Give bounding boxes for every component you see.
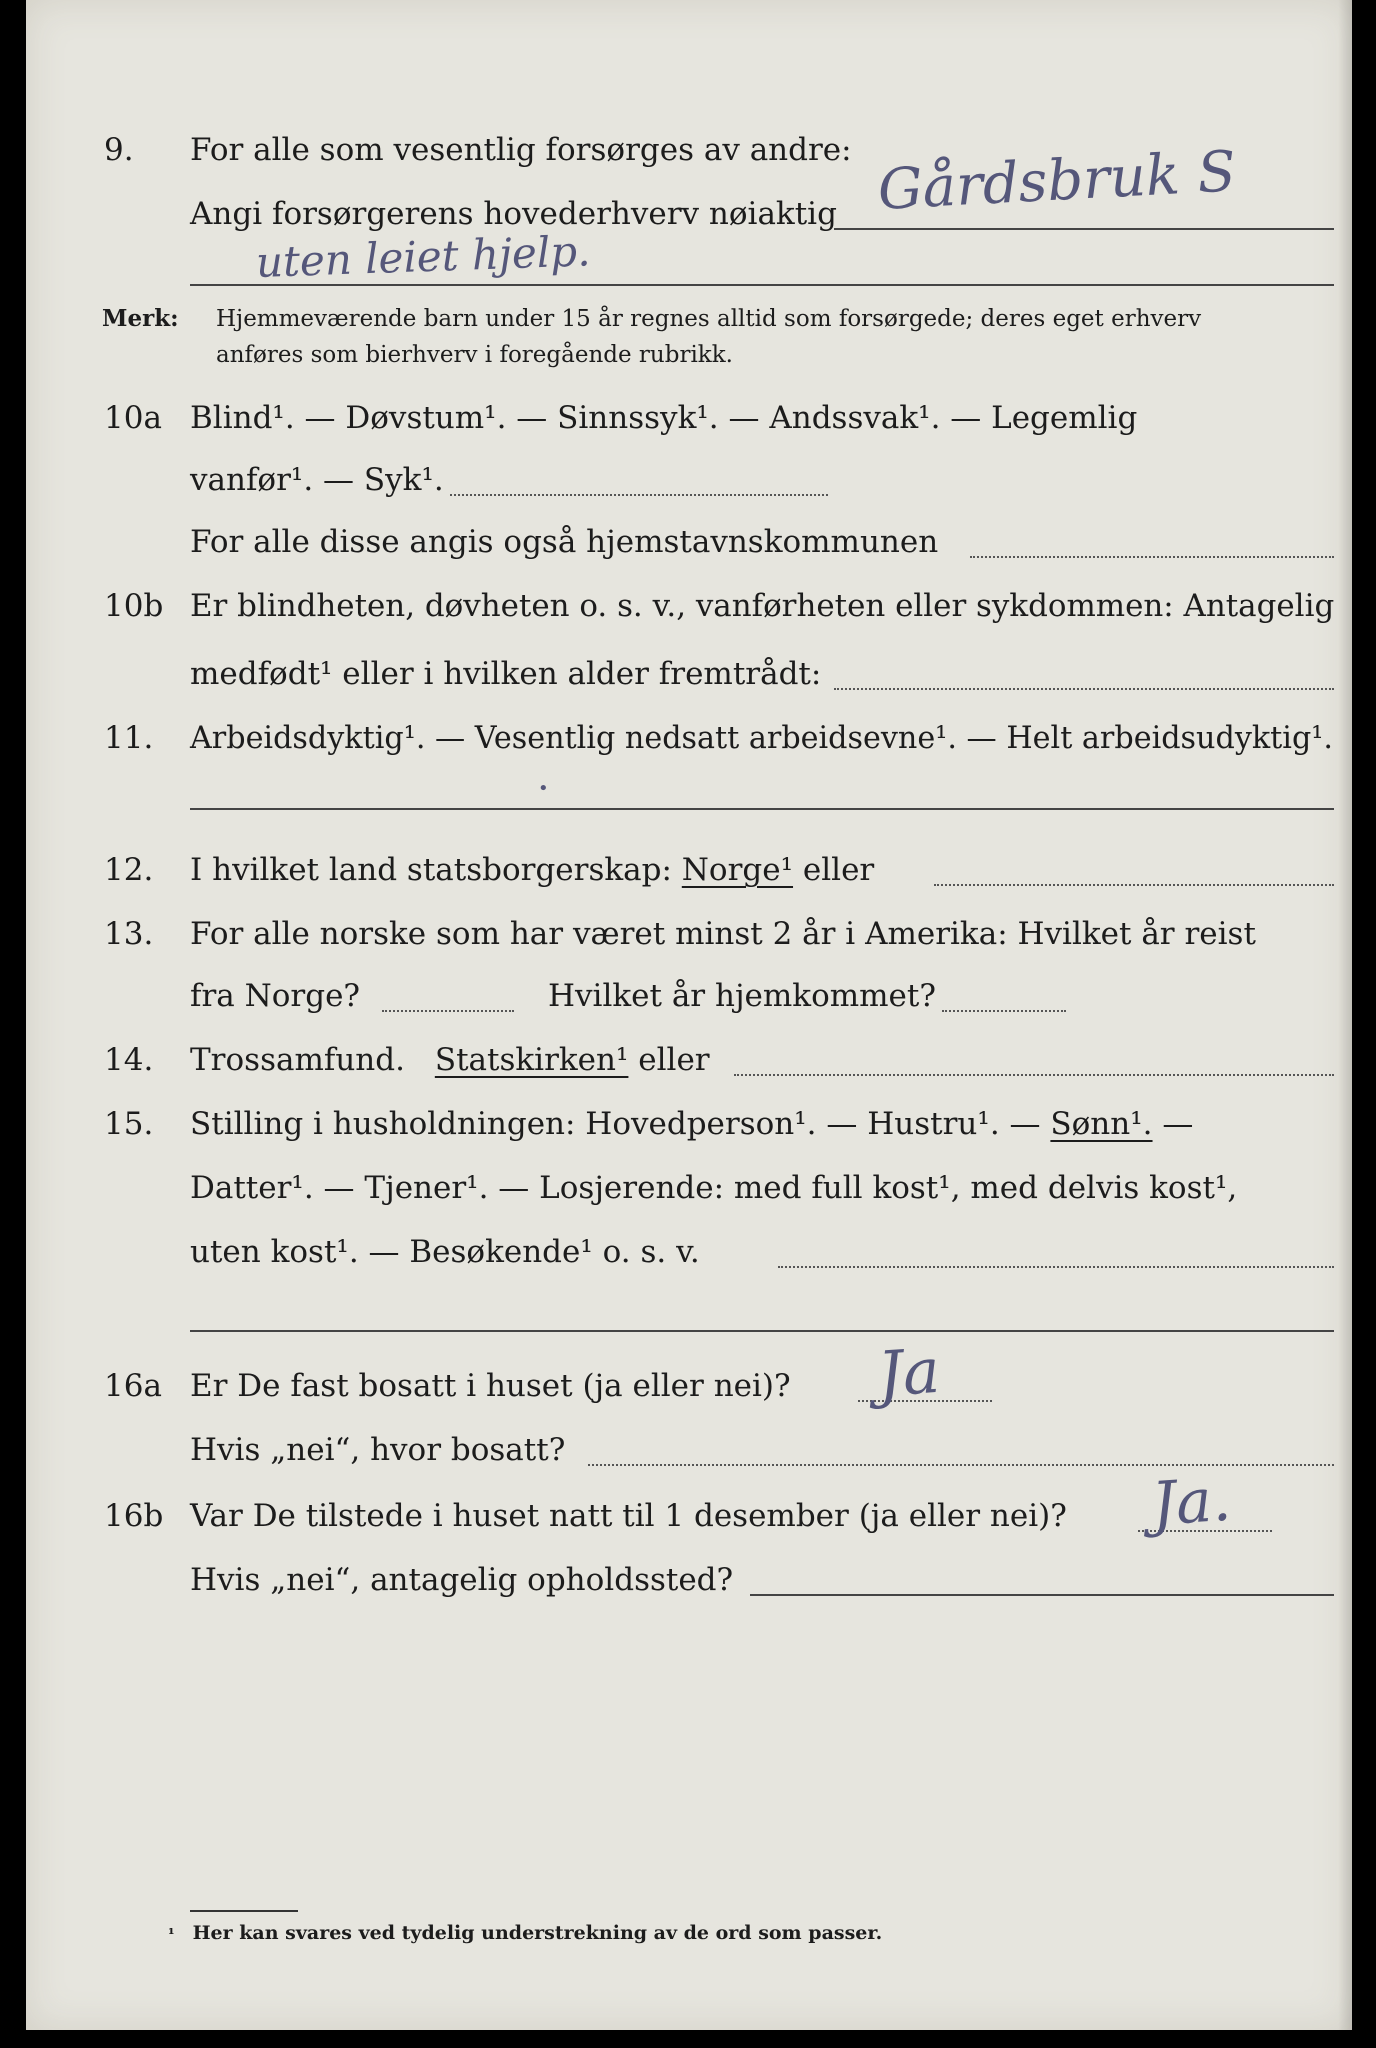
question-10b-line-1 <box>26 584 1352 628</box>
question-text: vanfør¹. — Syk¹. <box>190 462 444 498</box>
question-15-line-2 <box>26 1166 1352 1210</box>
handwritten-answer-continued: uten leiet hjelp. <box>255 226 592 287</box>
question-text: uten kost¹. — Besøkende¹ o. s. v. <box>190 1234 700 1270</box>
question-text: Stilling i husholdningen: Hovedperson¹. — Hustru¹. — <box>190 1106 1041 1142</box>
answer-blank[interactable] <box>450 458 828 502</box>
question-15-line-1 <box>26 1102 1352 1146</box>
answer-blank[interactable] <box>970 520 1334 564</box>
question-10a-line-3 <box>26 520 1352 564</box>
question-number: 10a <box>104 400 162 436</box>
question-text: For alle norske som har været minst 2 år i Amerika: Hvilket år reist <box>190 916 1256 952</box>
answer-blank[interactable] <box>934 848 1334 892</box>
census-form-page <box>26 0 1352 2030</box>
question-10b-line-2 <box>26 652 1352 696</box>
question-15-line-3 <box>26 1230 1352 1274</box>
question-12 <box>26 848 1352 892</box>
note-line-1 <box>26 302 1352 336</box>
question-number: 16b <box>104 1498 164 1534</box>
question-text: eller <box>638 1042 710 1078</box>
question-text: Arbeidsdyktig¹. — Vesentlig nedsatt arbeidsevne¹. — Helt arbeidsudyktig¹. <box>190 720 1334 756</box>
question-number: 10b <box>104 588 164 624</box>
handwritten-answer: Gårdsbruk S <box>876 139 1238 223</box>
note-text: Hjemmeværende barn under 15 år regnes alltid som forsørgede; deres eget erhverv <box>216 306 1202 332</box>
question-number: 16a <box>104 1368 162 1404</box>
question-text: Hvis „nei“, hvor bosatt? <box>190 1432 566 1468</box>
question-number: 13. <box>104 916 154 952</box>
question-text: Blind¹. — Døvstum¹. — Sinnssyk¹. — Andssvak¹. — Legemlig <box>190 400 1138 436</box>
underlined-answer: Sønn¹. <box>1050 1106 1153 1142</box>
pen-dot: • <box>538 778 549 799</box>
question-14 <box>26 1038 1352 1082</box>
question-label: Angi forsørgerens hovederhverv nøiaktig <box>190 196 837 232</box>
question-13-line-1 <box>26 912 1352 956</box>
question-16b-line-2 <box>26 1558 1352 1602</box>
answer-blank[interactable] <box>734 1038 1334 1082</box>
answer-blank[interactable] <box>834 652 1334 696</box>
question-13-line-2 <box>26 974 1352 1018</box>
question-text: Datter¹. — Tjener¹. — Losjerende: med full kost¹, med delvis kost¹, <box>190 1170 1238 1206</box>
question-number: 11. <box>104 720 154 756</box>
answer-line[interactable] <box>190 808 1334 810</box>
handwritten-answer: Ja. <box>1149 1464 1234 1540</box>
question-text: Er De fast bosatt i huset (ja eller nei)? <box>190 1368 791 1404</box>
question-text: For alle disse angis også hjemstavnskommunen <box>190 524 939 560</box>
answer-line[interactable] <box>190 284 1334 286</box>
question-number: 9. <box>104 132 134 168</box>
question-text: — <box>1162 1106 1194 1142</box>
note-line-2 <box>26 338 1352 372</box>
footnote <box>168 1922 882 1944</box>
answer-blank-year-returned[interactable] <box>942 974 1066 1018</box>
question-text: eller <box>802 852 875 888</box>
footnote-text: Her kan svares ved tydelig understrekning av de ord som passer. <box>192 1922 883 1944</box>
question-text: Er blindheten, døvheten o. s. v., vanførheten eller sykdommen: Antagelig <box>190 588 1335 624</box>
note-text: anføres som bierhverv i foregående rubrikk. <box>216 342 733 368</box>
question-text: fra Norge? <box>190 978 361 1014</box>
note-label: Merk: <box>102 305 179 332</box>
answer-line[interactable] <box>190 1330 1334 1332</box>
underlined-answer: Norge¹ <box>681 852 794 888</box>
question-10a-line-2 <box>26 458 1352 502</box>
question-16a-line-1 <box>26 1364 1352 1408</box>
answer-blank[interactable] <box>778 1230 1334 1274</box>
question-text: I hvilket land statsborgerskap: <box>190 852 672 888</box>
question-text: Var De tilstede i huset natt til 1 desember (ja eller nei)? <box>190 1498 1067 1534</box>
answer-blank-year-left[interactable] <box>382 974 514 1018</box>
question-number: 12. <box>104 852 154 888</box>
question-16a-line-2 <box>26 1428 1352 1472</box>
question-text-group <box>190 1102 1193 1146</box>
question-text: Hvilket år hjemkommet? <box>548 978 936 1014</box>
question-10a-line-1 <box>26 396 1352 440</box>
question-text: Trossamfund. <box>190 1042 405 1078</box>
underlined-answer: Statskirken¹ <box>434 1042 629 1078</box>
question-text: medfødt¹ eller i hvilken alder fremtrådt: <box>190 656 822 692</box>
question-11-line-1 <box>26 716 1352 760</box>
question-text: For alle som vesentlig forsørges av andre: <box>190 132 852 168</box>
question-number: 15. <box>104 1106 154 1142</box>
handwritten-answer: Ja <box>875 1333 943 1411</box>
footnote-rule <box>190 1910 298 1912</box>
question-text: Hvis „nei“, antagelig opholdssted? <box>190 1562 734 1598</box>
footnote-marker: ¹ <box>168 1925 175 1943</box>
answer-blank[interactable] <box>750 1558 1334 1602</box>
question-text-group <box>190 1038 710 1082</box>
question-text-group <box>190 848 874 892</box>
question-number: 14. <box>104 1042 154 1078</box>
